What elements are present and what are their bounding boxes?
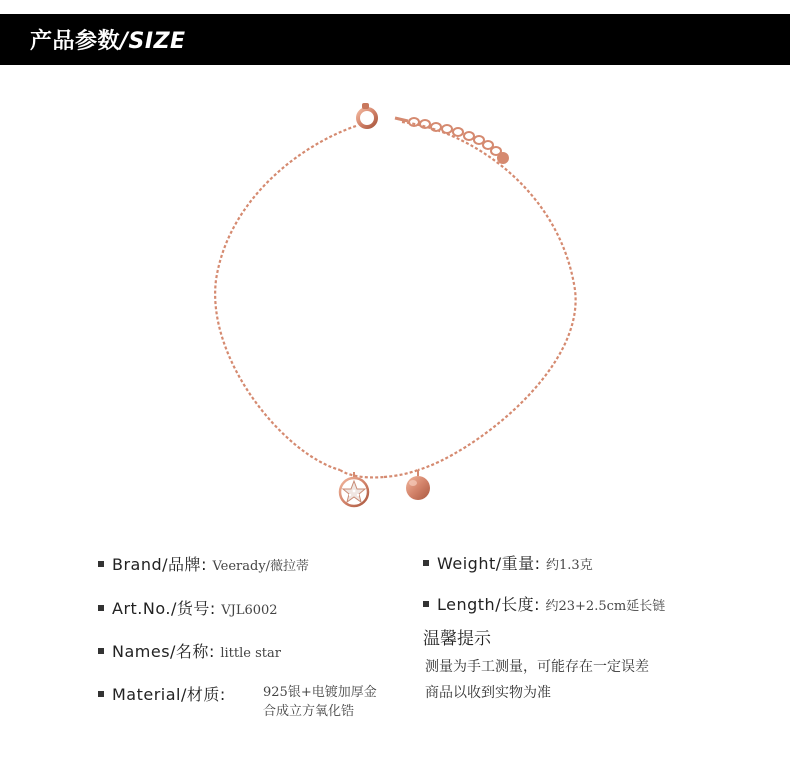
spec-brand-label: Brand/品牌 [112,555,202,574]
spec-names-value: little star [220,646,281,661]
spec-material-label: Material/材质 [112,685,220,704]
bullet-icon [98,648,104,654]
spec-brand: Brand/品牌: Veerady/薇拉蒂 [98,552,309,575]
spec-art-no: Art.No./货号: VJL6002 [98,596,278,619]
spec-length: Length/长度: 约23+2.5cm延长链 [423,592,665,615]
star-charm [340,472,368,506]
spec-length-label: Length/长度 [437,595,535,614]
spec-names-label: Names/名称 [112,642,209,661]
tips-line-2: 商品以收到实物为准 [425,685,551,701]
tips-title: 温馨提示 [423,629,491,649]
spec-weight: Weight/重量: 约1.3克 [423,551,593,574]
spring-clasp [358,103,376,127]
chain [215,122,575,477]
header-bar [0,14,790,65]
spec-art-no-label: Art.No./货号 [112,599,210,618]
disc-charm [406,470,430,500]
bullet-icon [98,605,104,611]
page-title [30,24,186,55]
spec-material: Material/材质: [98,682,225,705]
spec-brand-value: Veerady/薇拉蒂 [212,559,310,574]
extension-chain [395,118,508,163]
spec-material-value-line2: 合成立方氧化锆 [263,704,355,719]
bullet-icon [98,691,104,697]
title-chinese: 产品参数 [30,29,121,54]
spec-material-value [263,683,377,721]
title-english: /SIZE [120,29,186,54]
tips-line-1: 测量为手工测量，可能存在一定误差 [425,659,649,675]
bullet-icon [423,601,429,607]
bullet-icon [423,560,429,566]
spec-weight-value: 约1.3克 [546,558,593,573]
spec-length-value: 约23+2.5cm延长链 [545,599,666,614]
spec-names: Names/名称: little star [98,639,281,662]
spec-art-no-value: VJL6002 [221,603,278,618]
spec-weight-label: Weight/重量 [437,554,535,573]
spec-material-value-line1: 925银+电镀加厚金 [263,685,377,700]
anklet-product-image [0,80,790,520]
bullet-icon [98,561,104,567]
